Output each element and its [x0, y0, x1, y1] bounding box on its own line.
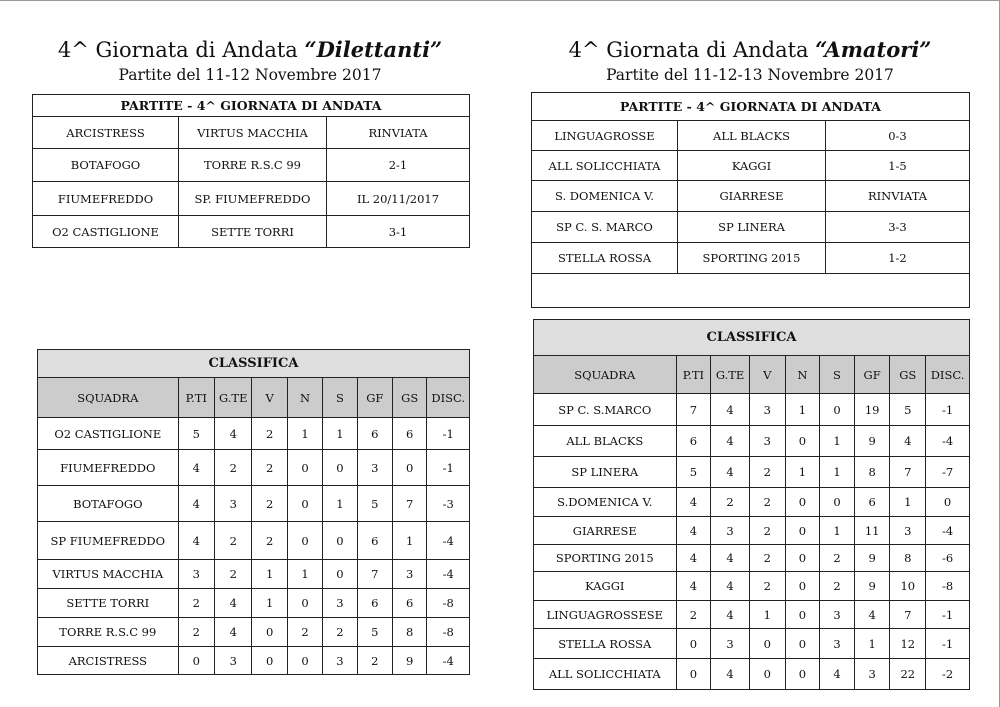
home-team-cell: ALL SOLICCHIATA — [532, 151, 678, 181]
stat-cell: 3 — [357, 450, 392, 486]
standings-row — [38, 647, 470, 675]
stat-cell: -4 — [427, 522, 470, 560]
stat-cell: 7 — [676, 394, 711, 426]
stat-cell: 1 — [785, 394, 820, 426]
right-matches-table — [531, 92, 970, 308]
stat-cell: 0 — [820, 488, 855, 517]
team-name-cell: ARCISTRESS — [38, 647, 179, 675]
stat-cell: 10 — [890, 572, 926, 601]
stat-cell: 0 — [676, 659, 711, 690]
right-subtitle: Partite del 11-12-13 Novembre 2017 — [606, 66, 894, 84]
stat-cell: 0 — [785, 659, 820, 690]
column-header: G.TE — [711, 356, 750, 394]
away-team-cell: SETTE TORRI — [179, 216, 327, 248]
team-name-cell: ALL SOLICCHIATA — [534, 659, 677, 690]
stat-cell: 3 — [178, 560, 214, 589]
stat-cell: 4 — [178, 522, 214, 560]
stat-cell: 11 — [854, 517, 890, 545]
column-header: S — [323, 378, 357, 418]
stat-cell: 2 — [252, 418, 287, 450]
stat-cell: 2 — [676, 601, 711, 629]
stat-cell: 3 — [890, 517, 926, 545]
stat-cell: 0 — [323, 450, 357, 486]
stat-cell: 9 — [393, 647, 427, 675]
stat-cell: 2 — [215, 522, 252, 560]
result-cell: 1-2 — [826, 243, 970, 274]
away-team-cell: SP LINERA — [678, 212, 826, 243]
match-row — [33, 117, 470, 149]
match-row — [532, 181, 970, 212]
stat-cell: 0 — [785, 426, 820, 457]
stat-cell: 4 — [820, 659, 855, 690]
stat-cell: 7 — [890, 457, 926, 488]
stat-cell: 2 — [820, 545, 855, 572]
stat-cell: 4 — [890, 426, 926, 457]
stat-cell: 1 — [785, 457, 820, 488]
stat-cell: 6 — [357, 418, 392, 450]
stat-cell: 8 — [393, 618, 427, 647]
stat-cell: 7 — [890, 601, 926, 629]
standings-row — [534, 426, 970, 457]
stat-cell: -4 — [926, 426, 970, 457]
home-team-cell: STELLA ROSSA — [532, 243, 678, 274]
stat-cell: 4 — [215, 418, 252, 450]
column-header: V — [252, 378, 287, 418]
stat-cell: -4 — [427, 647, 470, 675]
standings-row — [38, 522, 470, 560]
team-name-cell: FIUMEFREDDO — [38, 450, 179, 486]
team-name-cell: ALL BLACKS — [534, 426, 677, 457]
left-matches-header: PARTITE - 4^ GIORNATA DI ANDATA — [33, 95, 470, 117]
stat-cell: 5 — [178, 418, 214, 450]
stat-cell: 0 — [676, 629, 711, 659]
stat-cell: -1 — [427, 418, 470, 450]
standings-row — [534, 545, 970, 572]
standings-column-headers — [38, 378, 470, 418]
stat-cell: 1 — [749, 601, 785, 629]
stat-cell: -1 — [427, 450, 470, 486]
stat-cell: 0 — [323, 560, 357, 589]
home-team-cell: S. DOMENICA V. — [532, 181, 678, 212]
left-title-category: “Dilettanti” — [304, 37, 443, 62]
left-standings-header: CLASSIFICA — [38, 350, 470, 378]
right-standings-header: CLASSIFICA — [534, 320, 970, 356]
stat-cell: 0 — [287, 450, 322, 486]
result-cell: RINVIATA — [327, 117, 470, 149]
stat-cell: 1 — [890, 488, 926, 517]
result-cell: 3-3 — [826, 212, 970, 243]
right-title-category: “Amatori” — [815, 37, 932, 62]
stat-cell: 0 — [926, 488, 970, 517]
stat-cell: 0 — [785, 572, 820, 601]
team-name-cell: TORRE R.S.C 99 — [38, 618, 179, 647]
stat-cell: 0 — [785, 601, 820, 629]
stat-cell: 2 — [749, 572, 785, 601]
stat-cell: 3 — [820, 601, 855, 629]
result-cell: RINVIATA — [826, 181, 970, 212]
stat-cell: 0 — [287, 589, 322, 618]
home-team-cell: ARCISTRESS — [33, 117, 179, 149]
stat-cell: 0 — [287, 486, 322, 522]
team-name-cell: SP FIUMEFREDDO — [38, 522, 179, 560]
stat-cell: -2 — [926, 659, 970, 690]
away-team-cell: ALL BLACKS — [678, 121, 826, 151]
stat-cell: 4 — [711, 457, 750, 488]
stat-cell: -3 — [427, 486, 470, 522]
stat-cell: 2 — [215, 560, 252, 589]
column-header: GF — [357, 378, 392, 418]
right-title: 4^ Giornata di Andata “Amatori” — [568, 37, 932, 62]
standings-row — [38, 450, 470, 486]
stat-cell: 9 — [854, 545, 890, 572]
team-name-cell: S.DOMENICA V. — [534, 488, 677, 517]
standings-row — [38, 560, 470, 589]
standings-row — [534, 394, 970, 426]
stat-cell: 0 — [785, 517, 820, 545]
stat-cell: 0 — [749, 629, 785, 659]
stat-cell: 6 — [393, 589, 427, 618]
stat-cell: 4 — [711, 601, 750, 629]
column-header: N — [287, 378, 322, 418]
stat-cell: 4 — [676, 572, 711, 601]
team-name-cell: SETTE TORRI — [38, 589, 179, 618]
stat-cell: 3 — [820, 629, 855, 659]
stat-cell: 0 — [252, 618, 287, 647]
team-name-cell: O2 CASTIGLIONE — [38, 418, 179, 450]
right-standings-table — [533, 319, 970, 690]
match-row — [532, 151, 970, 181]
column-header: N — [785, 356, 820, 394]
home-team-cell: LINGUAGROSSE — [532, 121, 678, 151]
stat-cell: 0 — [749, 659, 785, 690]
stat-cell: 4 — [178, 486, 214, 522]
stat-cell: 2 — [357, 647, 392, 675]
standings-row — [38, 589, 470, 618]
away-team-cell: SPORTING 2015 — [678, 243, 826, 274]
team-name-cell: LINGUAGROSSESE — [534, 601, 677, 629]
stat-cell: 3 — [711, 629, 750, 659]
stat-cell: 6 — [676, 426, 711, 457]
left-standings-table — [37, 349, 470, 675]
stat-cell: -4 — [427, 560, 470, 589]
left-title: 4^ Giornata di Andata “Dilettanti” — [57, 37, 443, 62]
stat-cell: 0 — [393, 450, 427, 486]
stat-cell: 4 — [711, 545, 750, 572]
away-team-cell: TORRE R.S.C 99 — [179, 149, 327, 182]
stat-cell: 2 — [711, 488, 750, 517]
stat-cell: 2 — [178, 618, 214, 647]
stat-cell: 3 — [749, 426, 785, 457]
stat-cell: 4 — [854, 601, 890, 629]
away-team-cell: SP. FIUMEFREDDO — [179, 182, 327, 216]
stat-cell: 3 — [215, 647, 252, 675]
stat-cell: 2 — [323, 618, 357, 647]
right-matches-header: PARTITE - 4^ GIORNATA DI ANDATA — [532, 93, 970, 121]
stat-cell: 1 — [393, 522, 427, 560]
stat-cell: 0 — [287, 522, 322, 560]
stat-cell: 6 — [854, 488, 890, 517]
stat-cell: 2 — [820, 572, 855, 601]
stat-cell: -1 — [926, 394, 970, 426]
team-name-cell: SP C. S.MARCO — [534, 394, 677, 426]
stat-cell: -4 — [926, 517, 970, 545]
team-name-cell: SP LINERA — [534, 457, 677, 488]
column-header: G.TE — [215, 378, 252, 418]
stat-cell: 1 — [287, 560, 322, 589]
stat-cell: 3 — [393, 560, 427, 589]
stat-cell: 2 — [749, 545, 785, 572]
stat-cell: 3 — [215, 486, 252, 522]
stat-cell: 3 — [854, 659, 890, 690]
stat-cell: 4 — [711, 572, 750, 601]
column-header: GS — [890, 356, 926, 394]
stat-cell: 0 — [820, 394, 855, 426]
standings-row — [534, 517, 970, 545]
result-cell: 2-1 — [327, 149, 470, 182]
standings-row — [534, 629, 970, 659]
stat-cell: 1 — [820, 517, 855, 545]
stat-cell: 2 — [252, 486, 287, 522]
column-header: P.TI — [676, 356, 711, 394]
stat-cell: -6 — [926, 545, 970, 572]
stat-cell: 5 — [890, 394, 926, 426]
stat-cell: 12 — [890, 629, 926, 659]
stat-cell: 4 — [215, 589, 252, 618]
column-header: DISC. — [926, 356, 970, 394]
column-header: GF — [854, 356, 890, 394]
home-team-cell: SP C. S. MARCO — [532, 212, 678, 243]
stat-cell: 3 — [711, 517, 750, 545]
stat-cell: 2 — [215, 450, 252, 486]
stat-cell: 2 — [178, 589, 214, 618]
stat-cell: 1 — [820, 426, 855, 457]
match-row — [33, 182, 470, 216]
standings-row — [534, 488, 970, 517]
column-header: S — [820, 356, 855, 394]
stat-cell: 3 — [749, 394, 785, 426]
stat-cell: 5 — [357, 486, 392, 522]
team-name-cell: VIRTUS MACCHIA — [38, 560, 179, 589]
standings-row — [534, 457, 970, 488]
away-team-cell: KAGGI — [678, 151, 826, 181]
result-cell: 3-1 — [327, 216, 470, 248]
stat-cell: 22 — [890, 659, 926, 690]
result-cell: IL 20/11/2017 — [327, 182, 470, 216]
stat-cell: 4 — [711, 659, 750, 690]
stat-cell: 0 — [323, 522, 357, 560]
match-row — [33, 216, 470, 248]
team-name-cell: SPORTING 2015 — [534, 545, 677, 572]
column-header: SQUADRA — [38, 378, 179, 418]
standings-row — [534, 572, 970, 601]
column-header: V — [749, 356, 785, 394]
home-team-cell: FIUMEFREDDO — [33, 182, 179, 216]
stat-cell: 3 — [323, 589, 357, 618]
team-name-cell: BOTAFOGO — [38, 486, 179, 522]
stat-cell: 4 — [711, 426, 750, 457]
stat-cell: -8 — [427, 589, 470, 618]
home-team-cell: O2 CASTIGLIONE — [33, 216, 179, 248]
standings-row — [534, 601, 970, 629]
stat-cell: 9 — [854, 572, 890, 601]
stat-cell: -1 — [926, 629, 970, 659]
stat-cell: 1 — [854, 629, 890, 659]
stat-cell: 0 — [178, 647, 214, 675]
standings-row — [38, 486, 470, 522]
stat-cell: 19 — [854, 394, 890, 426]
stat-cell: 2 — [252, 522, 287, 560]
standings-row — [534, 659, 970, 690]
column-header: GS — [393, 378, 427, 418]
stat-cell: 4 — [676, 488, 711, 517]
stat-cell: 7 — [393, 486, 427, 522]
away-team-cell: VIRTUS MACCHIA — [179, 117, 327, 149]
empty-cell — [532, 274, 970, 308]
team-name-cell: KAGGI — [534, 572, 677, 601]
stat-cell: 5 — [676, 457, 711, 488]
column-header: P.TI — [178, 378, 214, 418]
stat-cell: 2 — [252, 450, 287, 486]
stat-cell: 0 — [252, 647, 287, 675]
stat-cell: 2 — [749, 488, 785, 517]
stat-cell: 6 — [357, 589, 392, 618]
match-row — [532, 121, 970, 151]
stat-cell: 8 — [890, 545, 926, 572]
stat-cell: 1 — [323, 486, 357, 522]
stat-cell: 5 — [357, 618, 392, 647]
stat-cell: 2 — [287, 618, 322, 647]
column-header: DISC. — [427, 378, 470, 418]
match-row — [33, 149, 470, 182]
stat-cell: 1 — [820, 457, 855, 488]
standings-row — [38, 418, 470, 450]
result-cell: 1-5 — [826, 151, 970, 181]
stat-cell: -8 — [926, 572, 970, 601]
stat-cell: 9 — [854, 426, 890, 457]
team-name-cell: GIARRESE — [534, 517, 677, 545]
match-row — [532, 243, 970, 274]
left-matches-table — [32, 94, 470, 248]
stat-cell: -7 — [926, 457, 970, 488]
stat-cell: 6 — [393, 418, 427, 450]
stat-cell: 0 — [785, 545, 820, 572]
stat-cell: 1 — [252, 560, 287, 589]
stat-cell: 4 — [676, 517, 711, 545]
result-cell: 0-3 — [826, 121, 970, 151]
team-name-cell: STELLA ROSSA — [534, 629, 677, 659]
stat-cell: 7 — [357, 560, 392, 589]
standings-row — [38, 618, 470, 647]
stat-cell: -8 — [427, 618, 470, 647]
stat-cell: 0 — [785, 488, 820, 517]
stat-cell: 2 — [749, 517, 785, 545]
stat-cell: 2 — [749, 457, 785, 488]
column-header: SQUADRA — [534, 356, 677, 394]
away-team-cell: GIARRESE — [678, 181, 826, 212]
stat-cell: 6 — [357, 522, 392, 560]
stat-cell: 8 — [854, 457, 890, 488]
home-team-cell: BOTAFOGO — [33, 149, 179, 182]
stat-cell: 3 — [323, 647, 357, 675]
stat-cell: 0 — [287, 647, 322, 675]
stat-cell: 0 — [785, 629, 820, 659]
stat-cell: 4 — [676, 545, 711, 572]
stat-cell: 1 — [323, 418, 357, 450]
left-subtitle: Partite del 11-12 Novembre 2017 — [118, 66, 382, 84]
stat-cell: 1 — [287, 418, 322, 450]
stat-cell: 4 — [711, 394, 750, 426]
stat-cell: -1 — [926, 601, 970, 629]
standings-column-headers — [534, 356, 970, 394]
match-row — [532, 212, 970, 243]
stat-cell: 1 — [252, 589, 287, 618]
stat-cell: 4 — [178, 450, 214, 486]
stat-cell: 4 — [215, 618, 252, 647]
empty-match-row — [532, 274, 970, 308]
